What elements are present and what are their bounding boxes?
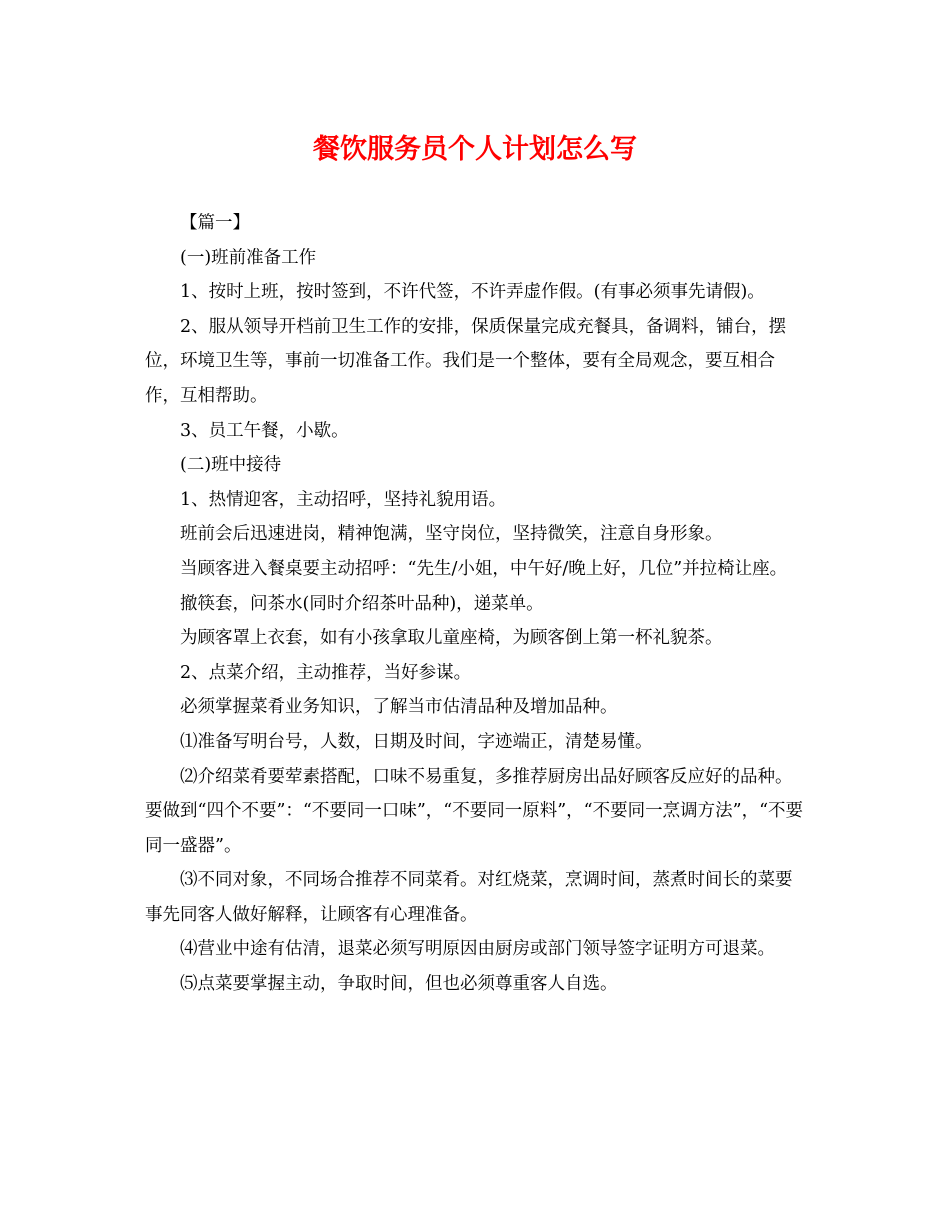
paragraph: 3、员工午餐，小歇。 — [180, 420, 349, 441]
paragraph: 班前会后迅速进岗，精神饱满，坚守岗位，坚持微笑，注意自身形象。 — [180, 524, 723, 545]
subsection-heading: (二)班中接待 — [180, 455, 282, 476]
paragraph: 当顾客进入餐桌要主动招呼：“先生/小姐，中午好/晚上好，几位”并拉椅让座。 — [180, 558, 788, 579]
paragraph: 2、服从领导开档前卫生工作的安排，保质保量完成充餐具，备调料，铺台，摆位，环境卫生等，事前一切准备工作。我们是一个整体，要有全局观念，要互相合作，互相帮助。 — [145, 316, 787, 406]
list-item: ⑶不同对象，不同场合推荐不同菜肴。对红烧菜，烹调时间，蒸煮时间长的菜要事先同客人做好解释，让顾客有心理准备。 — [145, 870, 793, 925]
section-heading: 【篇一】 — [180, 213, 250, 233]
paragraph: 1、按时上班，按时签到，不许代签，不许弄虚作假。(有事必须事先请假)。 — [180, 282, 765, 303]
subsection-heading: (一)班前准备工作 — [180, 247, 317, 268]
list-item: ⑴准备写明台号，人数，日期及时间，字迹端正，清楚易懂。 — [180, 731, 653, 752]
list-item: ⑵介绍菜肴要荤素搭配，口味不易重复，多推荐厨房出品好顾客反应好的品种。要做到“四个不要”：“不要同一口味”，“不要同一原料”，“不要同一烹调方法”，“不要同一盛器”。 — [145, 766, 804, 856]
list-item: ⑸点菜要掌握主动，争取时间，但也必须尊重客人自选。 — [180, 974, 618, 995]
paragraph: 撤筷套，问茶水(同时介绍茶叶品种)，递菜单。 — [180, 593, 544, 614]
paragraph: 1、热情迎客，主动招呼，坚持礼貌用语。 — [180, 489, 507, 510]
document-body — [145, 206, 805, 1002]
paragraph: 必须掌握菜肴业务知识，了解当市估清品种及增加品种。 — [180, 697, 618, 718]
document-title: 餐饮服务员个人计划怎么写 — [313, 134, 637, 165]
paragraph: 为顾客罩上衣套，如有小孩拿取儿童座椅，为顾客倒上第一杯礼貌茶。 — [180, 628, 723, 649]
paragraph: 2、点菜介绍，主动推荐，当好参谋。 — [180, 662, 472, 683]
list-item: ⑷营业中途有估清，退菜必须写明原因由厨房或部门领导签字证明方可退菜。 — [180, 939, 775, 960]
